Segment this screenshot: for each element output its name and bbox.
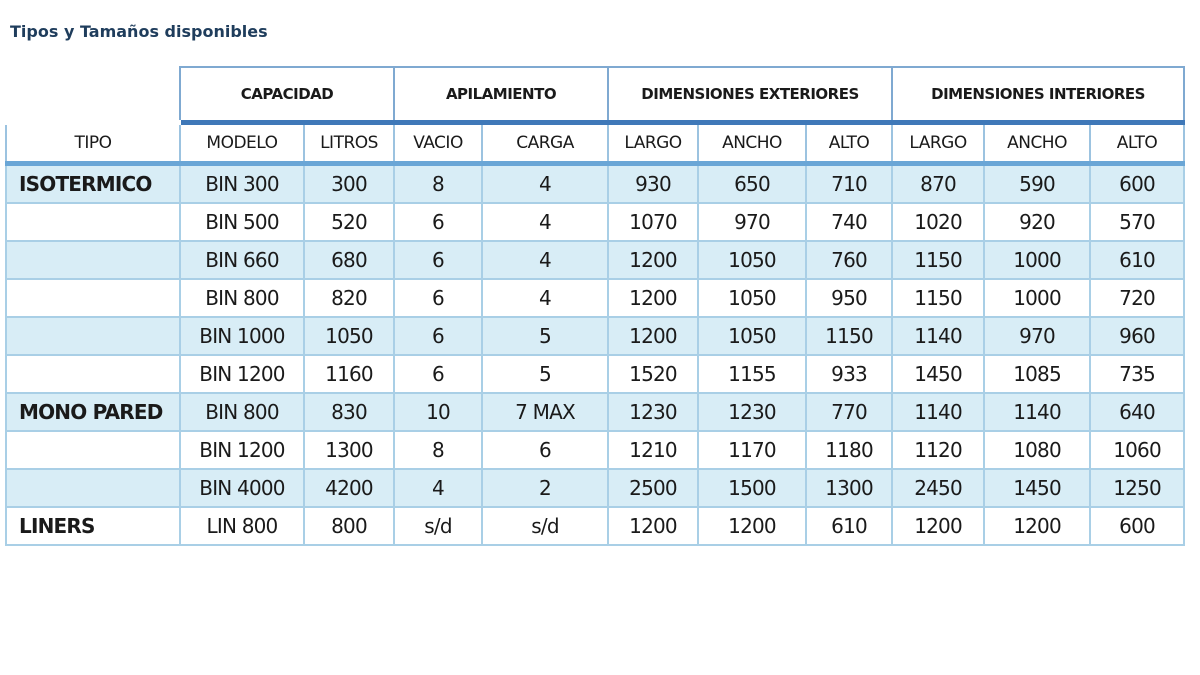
table-row — [6, 241, 1184, 279]
carga-cell: 4 — [482, 279, 608, 317]
ext-largo-cell: 1520 — [608, 355, 698, 393]
int-ancho-cell: 590 — [984, 164, 1090, 204]
group-header-capacidad: CAPACIDAD — [180, 67, 394, 123]
carga-cell: 5 — [482, 355, 608, 393]
ext-alto-cell: 950 — [806, 279, 892, 317]
column-header-int-ancho: ANCHO — [984, 123, 1090, 164]
ext-largo-cell: 1230 — [608, 393, 698, 431]
ext-ancho-cell: 1050 — [698, 279, 806, 317]
carga-cell: 7 MAX — [482, 393, 608, 431]
ext-largo-cell: 2500 — [608, 469, 698, 507]
litros-cell: 4200 — [304, 469, 394, 507]
int-alto-cell: 735 — [1090, 355, 1184, 393]
litros-cell: 830 — [304, 393, 394, 431]
int-ancho-cell: 970 — [984, 317, 1090, 355]
litros-cell: 800 — [304, 507, 394, 545]
ext-largo-cell: 1200 — [608, 317, 698, 355]
group-header-dimensiones-interiores: DIMENSIONES INTERIORES — [892, 67, 1184, 123]
table-row — [6, 317, 1184, 355]
ext-alto-cell: 1180 — [806, 431, 892, 469]
carga-cell: 2 — [482, 469, 608, 507]
ext-ancho-cell: 1050 — [698, 317, 806, 355]
int-ancho-cell: 1140 — [984, 393, 1090, 431]
tipo-cell — [6, 317, 180, 355]
vacio-cell: 4 — [394, 469, 482, 507]
litros-cell: 520 — [304, 203, 394, 241]
int-alto-cell: 1060 — [1090, 431, 1184, 469]
group-header-row — [6, 67, 1184, 123]
int-ancho-cell: 1080 — [984, 431, 1090, 469]
vacio-cell: 6 — [394, 241, 482, 279]
vacio-cell: 10 — [394, 393, 482, 431]
ext-alto-cell: 710 — [806, 164, 892, 204]
group-header-dimensiones-exteriores: DIMENSIONES EXTERIORES — [608, 67, 892, 123]
int-alto-cell: 640 — [1090, 393, 1184, 431]
litros-cell: 1160 — [304, 355, 394, 393]
tipo-cell — [6, 469, 180, 507]
column-header-ext-alto: ALTO — [806, 123, 892, 164]
litros-cell: 1050 — [304, 317, 394, 355]
vacio-cell: 6 — [394, 317, 482, 355]
column-header-ext-ancho: ANCHO — [698, 123, 806, 164]
modelo-cell: BIN 500 — [180, 203, 304, 241]
column-header-modelo: MODELO — [180, 123, 304, 164]
litros-cell: 300 — [304, 164, 394, 204]
ext-largo-cell: 1200 — [608, 241, 698, 279]
column-header-litros: LITROS — [304, 123, 394, 164]
column-header-tipo: TIPO — [6, 123, 180, 164]
int-alto-cell: 570 — [1090, 203, 1184, 241]
ext-ancho-cell: 650 — [698, 164, 806, 204]
column-header-carga: CARGA — [482, 123, 608, 164]
int-ancho-cell: 1200 — [984, 507, 1090, 545]
ext-alto-cell: 933 — [806, 355, 892, 393]
ext-ancho-cell: 1050 — [698, 241, 806, 279]
tipo-cell — [6, 241, 180, 279]
int-largo-cell: 1120 — [892, 431, 984, 469]
tipo-cell: MONO PARED — [6, 393, 180, 431]
int-largo-cell: 1140 — [892, 317, 984, 355]
ext-alto-cell: 610 — [806, 507, 892, 545]
int-ancho-cell: 1000 — [984, 279, 1090, 317]
int-alto-cell: 600 — [1090, 164, 1184, 204]
modelo-cell: BIN 1200 — [180, 431, 304, 469]
modelo-cell: BIN 800 — [180, 393, 304, 431]
int-alto-cell: 1250 — [1090, 469, 1184, 507]
group-header-apilamiento: APILAMIENTO — [394, 67, 608, 123]
int-largo-cell: 1150 — [892, 279, 984, 317]
litros-cell: 1300 — [304, 431, 394, 469]
column-header-ext-largo: LARGO — [608, 123, 698, 164]
ext-largo-cell: 1200 — [608, 507, 698, 545]
carga-cell: 6 — [482, 431, 608, 469]
modelo-cell: BIN 660 — [180, 241, 304, 279]
table-row — [6, 507, 1184, 545]
int-ancho-cell: 1450 — [984, 469, 1090, 507]
litros-cell: 820 — [304, 279, 394, 317]
table-row — [6, 431, 1184, 469]
modelo-cell: BIN 800 — [180, 279, 304, 317]
vacio-cell: 6 — [394, 203, 482, 241]
sizes-table — [5, 66, 1185, 546]
int-largo-cell: 1150 — [892, 241, 984, 279]
int-largo-cell: 2450 — [892, 469, 984, 507]
table-row — [6, 469, 1184, 507]
int-alto-cell: 960 — [1090, 317, 1184, 355]
carga-cell: 4 — [482, 164, 608, 204]
modelo-cell: BIN 300 — [180, 164, 304, 204]
column-header-int-largo: LARGO — [892, 123, 984, 164]
table-row — [6, 203, 1184, 241]
tipo-cell — [6, 203, 180, 241]
int-alto-cell: 610 — [1090, 241, 1184, 279]
int-alto-cell: 600 — [1090, 507, 1184, 545]
ext-alto-cell: 740 — [806, 203, 892, 241]
int-largo-cell: 1140 — [892, 393, 984, 431]
column-header-vacio: VACIO — [394, 123, 482, 164]
int-ancho-cell: 1000 — [984, 241, 1090, 279]
ext-largo-cell: 1210 — [608, 431, 698, 469]
modelo-cell: LIN 800 — [180, 507, 304, 545]
ext-alto-cell: 1300 — [806, 469, 892, 507]
carga-cell: s/d — [482, 507, 608, 545]
int-largo-cell: 1020 — [892, 203, 984, 241]
ext-ancho-cell: 1155 — [698, 355, 806, 393]
int-largo-cell: 870 — [892, 164, 984, 204]
vacio-cell: 6 — [394, 355, 482, 393]
modelo-cell: BIN 1000 — [180, 317, 304, 355]
ext-alto-cell: 1150 — [806, 317, 892, 355]
int-ancho-cell: 1085 — [984, 355, 1090, 393]
ext-ancho-cell: 970 — [698, 203, 806, 241]
carga-cell: 4 — [482, 241, 608, 279]
tipo-cell: ISOTERMICO — [6, 164, 180, 204]
table-body — [6, 164, 1184, 546]
tipo-cell — [6, 279, 180, 317]
vacio-cell: 6 — [394, 279, 482, 317]
tipo-cell: LINERS — [6, 507, 180, 545]
int-largo-cell: 1200 — [892, 507, 984, 545]
modelo-cell: BIN 4000 — [180, 469, 304, 507]
litros-cell: 680 — [304, 241, 394, 279]
ext-largo-cell: 1070 — [608, 203, 698, 241]
column-header-row — [6, 123, 1184, 164]
vacio-cell: 8 — [394, 431, 482, 469]
tipo-cell — [6, 355, 180, 393]
int-alto-cell: 720 — [1090, 279, 1184, 317]
ext-alto-cell: 760 — [806, 241, 892, 279]
ext-largo-cell: 930 — [608, 164, 698, 204]
ext-ancho-cell: 1200 — [698, 507, 806, 545]
table-row — [6, 164, 1184, 204]
vacio-cell: s/d — [394, 507, 482, 545]
tipo-cell — [6, 431, 180, 469]
ext-ancho-cell: 1170 — [698, 431, 806, 469]
vacio-cell: 8 — [394, 164, 482, 204]
ext-alto-cell: 770 — [806, 393, 892, 431]
table-row — [6, 355, 1184, 393]
page-title: Tipos y Tamaños disponibles — [10, 22, 268, 41]
ext-ancho-cell: 1500 — [698, 469, 806, 507]
table-row — [6, 279, 1184, 317]
carga-cell: 4 — [482, 203, 608, 241]
modelo-cell: BIN 1200 — [180, 355, 304, 393]
int-largo-cell: 1450 — [892, 355, 984, 393]
int-ancho-cell: 920 — [984, 203, 1090, 241]
ext-largo-cell: 1200 — [608, 279, 698, 317]
ext-ancho-cell: 1230 — [698, 393, 806, 431]
table-row — [6, 393, 1184, 431]
column-header-int-alto: ALTO — [1090, 123, 1184, 164]
carga-cell: 5 — [482, 317, 608, 355]
group-header-empty — [6, 67, 180, 123]
